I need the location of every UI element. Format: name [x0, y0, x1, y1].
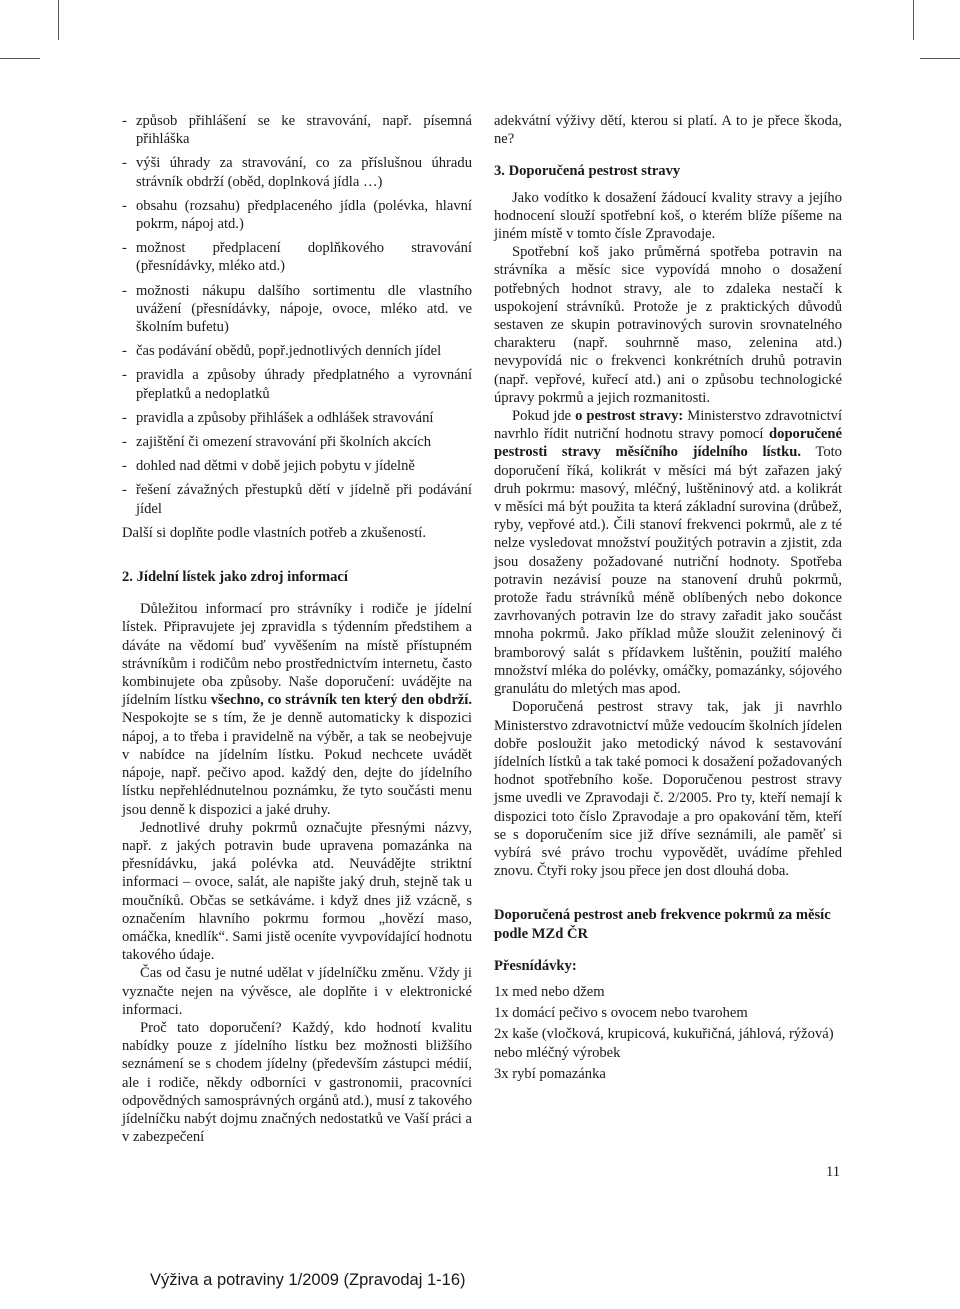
- paragraph: Spotřební koš jako průměrná spotřeba potravin na strávníka a měsíc sice vypovídá mnoho o dosažení potřebných hodnot stravy, ale to zdaleka nestačí k uspokojení strávníků. Protože je z praktických důvodů sestaven ze skupin potravinových surovin srovnatelného charakteru (např. souhrnně maso, zelenina atd.) nevypovídá nic o frekvenci konkrétních druhů potravin (např. vepřové, kuřecí atd.) ani o způsobu technologické úpravy pokrmů a jejich rozmanitosti.: [494, 244, 842, 406]
- rules-list: [122, 112, 472, 518]
- list-item: - pravidla a způsoby úhrady předplatného a vyrovnání přeplatků a nedoplatků: [122, 367, 472, 402]
- list-item: 3x rybí pomazánka: [494, 1065, 606, 1082]
- paragraph: Proč tato doporučení? Každý, kdo hodnotí kvalitu nabídky pouze z jídelního lístku bez možnosti bližšího seznámení se s chodem jídelny (především zástupci médií, ale i rodiče, někdy odborníci v gastronomii, pracovníci odpovědných samosprávných orgánů atd.), musí z takového jídelníčku nabýt dojmu značných nedostatků ve Vaší práci a v zabezpečení: [122, 1019, 472, 1146]
- paragraph: Jednotlivé druhy pokrmů označujte přesnými názvy, např. z jakých potravin bude upravena pomazánka na přesnídávku, jaká polévka atd. Neuvádějte striktní informaci – ovoce, salát, ale napište jaký druh, stejně tak u moučníků. Občas se setkáváme. i když dnes již vzácně, s označením hlavního pokrmu formou „hovězí maso, omáčka, knedlík“. Sami jistě oceníte vyvpovídající hodnotu takového údaje.: [122, 819, 472, 964]
- section-heading: 3. Doporučená pestrost stravy: [494, 163, 681, 180]
- list-item: - řešení závažných přestupků dětí v jídelně při podávání jídel: [122, 482, 472, 517]
- list-item: - obsahu (rozsahu) předplaceného jídla (polévka, hlavní pokrm, nápoj atd.): [122, 197, 472, 233]
- paragraph: Pokud jde o pestrost stravy: Ministerstvo zdravotnictví navrhlo řídit nutriční hodnotu stravy pomocí doporučené pestrosti stravy měsíčního jídelního lístku. Toto doporučení říká, kolikrát v měsíci má být zařazen jaký druh pokrmu: masový, mléčný, luštěninový atd. a kolikrát v měsíci má být použita ta která základní surovina (drůbež, ryby, vepřové atd.). Čili stanoví frekvenci pokrmů, ale z té nelze vysledovat množství použitých potravin a zjistit, zda jsou dosaženy požadované nutriční hodnoty. Spotřeba potravin nezávisí pouze na stanovení druhů pokrmů, protože řadu strávníků méně oblíbených nebo dokonce zavrhovaných potravin lze do stravy zařadit jako součást mnoha pokrmů. Jako příklad může sloužit zeleninový či bramborový salát s přídavkem luštěnin, použití malého množství mléka do polévky, omáčky, pomazánky, sójového granulátu do mletých mas apod.: [494, 408, 842, 698]
- list-item: 2x kaše (vločková, krupicová, kukuřičná, jáhlová, rýžová) nebo mléčný výrobek: [494, 1026, 834, 1061]
- footer: Výživa a potraviny 1/2009 (Zpravodaj 1-16): [150, 1271, 466, 1289]
- list-item: - možnosti nákupu dalšího sortimentu dle vlastního uvážení (přesnídávky, nápoje, ovoce, mléko atd. ve školním bufetu): [122, 282, 472, 336]
- section-heading: 2. Jídelní lístek jako zdroj informací: [122, 569, 348, 586]
- paragraph: Jako vodítko k dosažení žádoucí kvality stravy a jejího hodnocení slouží spotřební koš, o kterém blíže píšeme na jiném místě v tomto čísle Zpravodaje.: [494, 189, 842, 243]
- crop-mark-right-top: [920, 58, 960, 59]
- page-number: 11: [825, 1164, 840, 1180]
- paragraph: Čas od času je nutné udělat v jídelníčku změnu. Vždy ji vyznačte nejen na vývěsce, ale doplňte i v elektronické informaci.: [122, 965, 472, 1018]
- list-item: - čas podávání obědů, popř.jednotlivých denních jídel: [122, 343, 442, 360]
- left-column: [122, 112, 472, 1146]
- list-item: 1x med nebo džem: [494, 983, 605, 1000]
- list-item: - způsob přihlášení se ke stravování, např. písemná přihláška: [122, 113, 472, 148]
- list-item: - pravidla a způsoby přihlášek a odhlášek stravování: [122, 409, 434, 426]
- list-item: - dohled nad dětmi v době jejich pobytu v jídelně: [122, 458, 415, 475]
- crop-mark-left-top: [0, 58, 40, 59]
- subheading: Přesnídávky:: [494, 957, 577, 974]
- paragraph: adekvátní výživy dětí, kterou si platí. A to je přece škoda, ne?: [494, 113, 842, 148]
- crop-mark-top-right: [913, 0, 914, 40]
- list-item: 1x domácí pečivo s ovocem nebo tvarohem: [494, 1005, 748, 1022]
- paragraph: Důležitou informací pro strávníky i rodiče je jídelní lístek. Připravujete jej zpravidla s týdenním předstihem a dáváte na vědomí buď vyvěšením na místě přístupném strávníkům i rodičům nebo prostřednictvím internetu, často kombinujete oba způsoby. Naše doporučení: uvádějte na jídelním lístku všechno, co strávník ten který den obdrží. Nespokojte se s tím, že je denně automaticky k dispozici nápoj, a to třeba i pravidelně na výběr, a tak se neobejvuje v nabídce na jídelním lístku. Pokud nechcete uvádět nápoje, např. pečivo apod. každý den, dejte do jídelního lístku nepřehlédnutelnou poznámku, že tyto součásti menu jsou denně k dispozici a jaké druhy.: [122, 601, 472, 818]
- right-column: [494, 112, 842, 1086]
- paragraph: Doporučená pestrost stravy tak, jak ji navrhlo Ministerstvo zdravotnictví může vedoucím školních jídelen dobře posloužit jako metodický návod k sestavování jídelních lístků a tak také pomoci k dosažení požadovaných hodnot spotřebního koše. Doporučenou pestrost stravy jsme uvedli ve Zpravodaji č. 2/2005. Pro ty, kteří nemají k dispozici toto číslo Zpravodaje a pro opakování těm, kteří se s doporučením sice již dříve seznámili, ale paměť si vybírá své právo trochu vypovědět, uvádíme přehled znovu. Čtyři roky jsou přece jen dost dlouhá doba.: [494, 699, 842, 880]
- list-item: - výši úhrady za stravování, co za příslušnou úhradu strávník obdrží (oběd, doplnková jídla …): [122, 155, 472, 190]
- list-item: - zajištění či omezení stravování při školních akcích: [122, 434, 432, 451]
- crop-mark-top-left: [58, 0, 59, 40]
- closing-note: Další si doplňte podle vlastních potřeb a zkušeností.: [122, 524, 426, 541]
- frequency-heading: Doporučená pestrost aneb frekvence pokrmů za měsíc podle MZd ČR: [494, 907, 831, 942]
- list-item: - možnost předplacení doplňkového stravování (přesnídávky, mléko atd.): [122, 240, 472, 275]
